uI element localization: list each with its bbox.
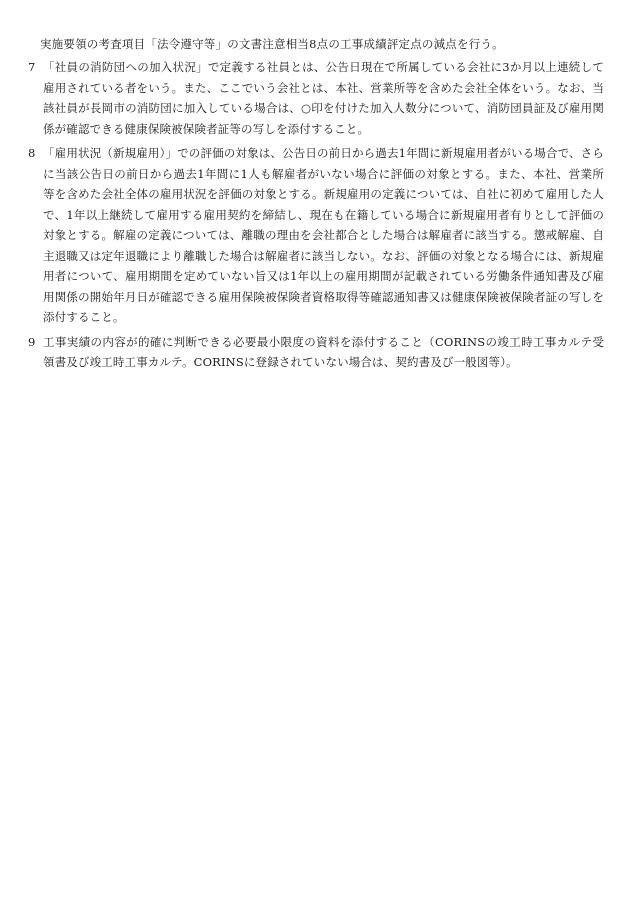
list-item-7 bbox=[30, 57, 604, 139]
item-number: 7 bbox=[28, 60, 36, 74]
continued-paragraph: 実施要領の考査項目「法令遵守等」の文書注意相当8点の工事成績評定点の減点を行う。 bbox=[40, 37, 504, 51]
list-item-8 bbox=[30, 143, 604, 328]
item-text: 「雇用状況（新規雇用）」での評価の対象は、公告日の前日から過去1年間に新規雇用者がいる場合で、さらに当該公告日の前日から過去1年間に1人も解雇者がいない場合に評価の対象とする。また、本社、営業所等を含めた会社全体の雇用状況を評価の対象とする。新規雇用の定義については、自社に初めて雇用した人で、1年以上継続して雇用する雇用契約を締結し、現在も在籍している場合に新規雇用者有りとして評価の対象とする。解雇の定義については、離職の理由を会社都合とした場合は解雇者に該当する。懲戒解雇、自主退職又は定年退職により離職した場合は解雇者に該当しない。なお、評価の対象となる場合には、新規雇用者について、雇用期間を定めていない旨又は1年以上の雇用期間が記載されている労働条件通知書及び雇用関係の開始年月日が確認できる雇用保険被保険者資格取得等確認通知書又は健康保険被保険者証の写しを添付すること。 bbox=[43, 146, 604, 324]
item-text: 工事実績の内容が的確に判断できる必要最小限度の資料を添付すること（CORINSの竣工時工事カルテ受領書及び竣工時工事カルテ。CORINSに登録されていない場合は、契約書及び一般図等）。 bbox=[43, 334, 604, 369]
item-number: 9 bbox=[28, 334, 36, 349]
list-item-9 bbox=[30, 332, 604, 373]
item-number: 8 bbox=[28, 146, 36, 160]
item-text: 「社員の消防団への加入状況」で定義する社員とは、公告日現在で所属している会社に3か月以上連続して雇用されている者をいう。また、ここでいう会社とは、本社、営業所等を含めた会社全体をいう。なお、当該社員が長岡市の消防団に加入している場合は、○印を付けた加入人数分について、消防団員証及び雇用関係が確認できる健康保険被保険者証等の写しを添付すること。 bbox=[43, 60, 604, 136]
